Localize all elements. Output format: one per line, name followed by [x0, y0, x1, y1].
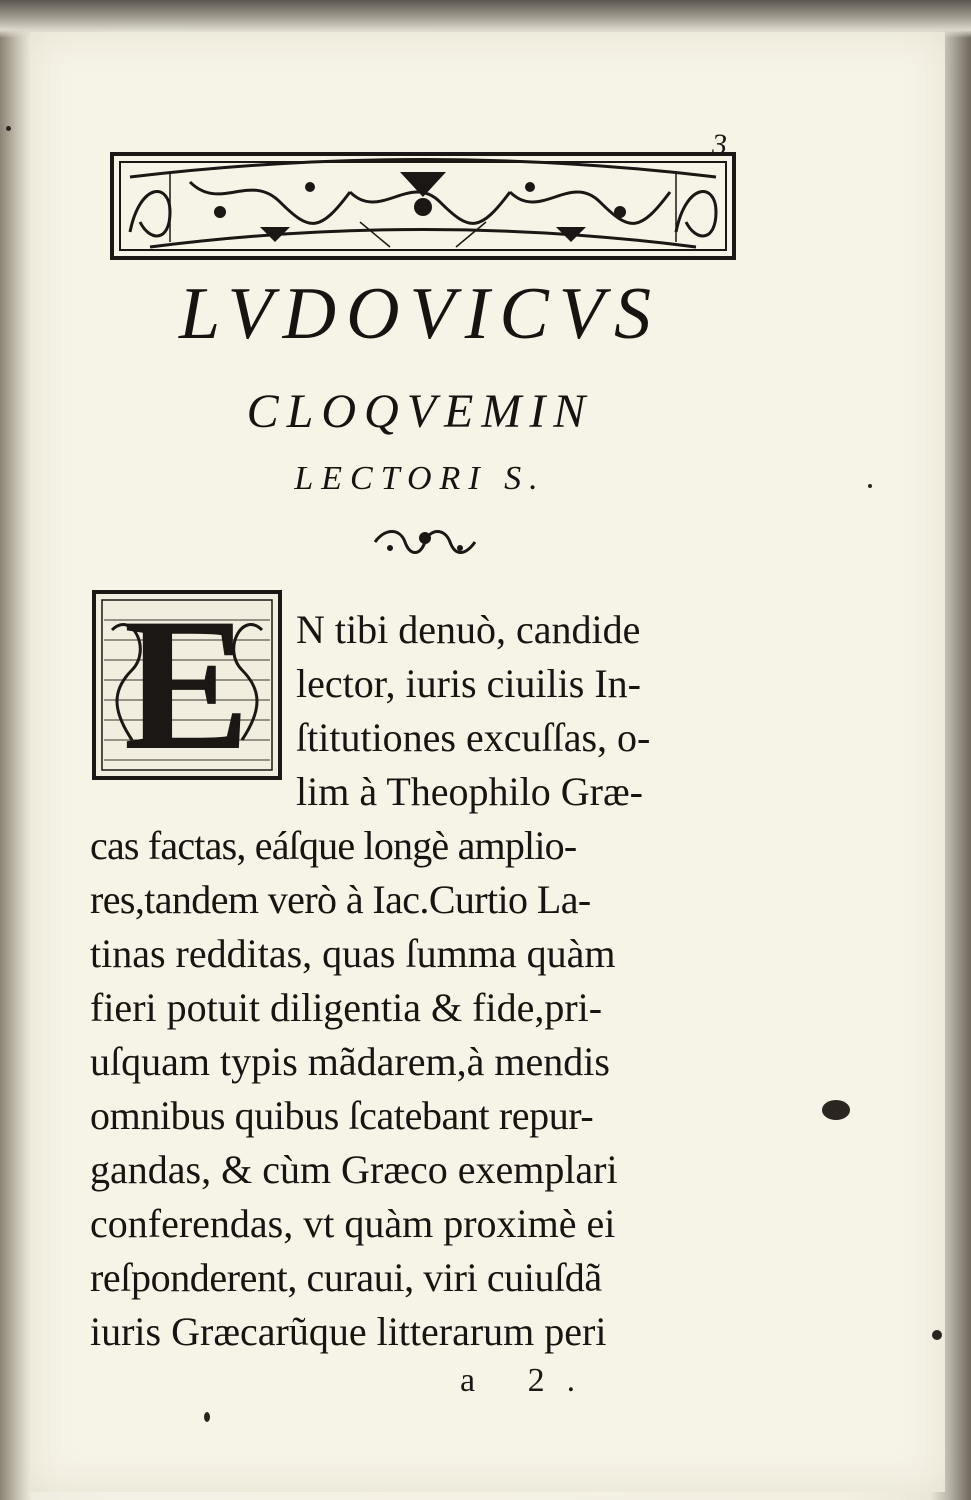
ink-speck: [204, 1412, 210, 1422]
text-line-4: lim à Theophilo Græ-: [296, 769, 643, 814]
initial-letter-glyph: E: [123, 580, 251, 790]
ink-speck: [932, 1330, 942, 1340]
fleuron-ornament: [370, 524, 480, 560]
ink-speck: [6, 126, 11, 131]
text-line-10: omnibus quibus ſcatebant repur-: [90, 1093, 594, 1138]
text-line-11: gandas, & cùm Græco exemplari: [90, 1147, 618, 1192]
ornamental-headpiece: [110, 152, 736, 260]
heading-address: LECTORI S.: [294, 460, 546, 497]
text-line-8: fieri potuit diligentia & fide,pri-: [90, 985, 603, 1030]
decorated-initial-letter: [92, 580, 282, 790]
text-line-12: conferendas, vt quàm proximè ei: [90, 1201, 616, 1246]
signature-mark: a 2.: [460, 1362, 598, 1399]
ink-blot: [822, 1100, 850, 1120]
text-line-9: uſquam typis mãdarem,à mendis: [90, 1039, 610, 1084]
heading-author-first-name: LVDOVICVS: [179, 273, 661, 355]
text-line-6: res,tandem verò à Iac.Curtio La-: [90, 877, 591, 922]
text-line-3: ſtitutiones excuſſas, o-: [296, 715, 651, 760]
text-line-2: lector, iuris ciuilis In-: [296, 661, 641, 706]
ink-speck: [868, 484, 872, 488]
heading-author-surname: CLOQVEMIN: [246, 385, 594, 438]
text-line-13: reſponderent, curaui, viri cuiuſdã: [90, 1255, 602, 1300]
text-line-14: iuris Græcarũque litterarum peri: [90, 1309, 607, 1354]
text-line-7: tinas redditas, quas ſumma quàm: [90, 931, 616, 976]
page-number: 3: [712, 128, 727, 161]
text-line-5: cas factas, eáſque longè amplio-: [90, 823, 577, 868]
text-line-1: N tibi denuò, candide: [296, 607, 641, 652]
